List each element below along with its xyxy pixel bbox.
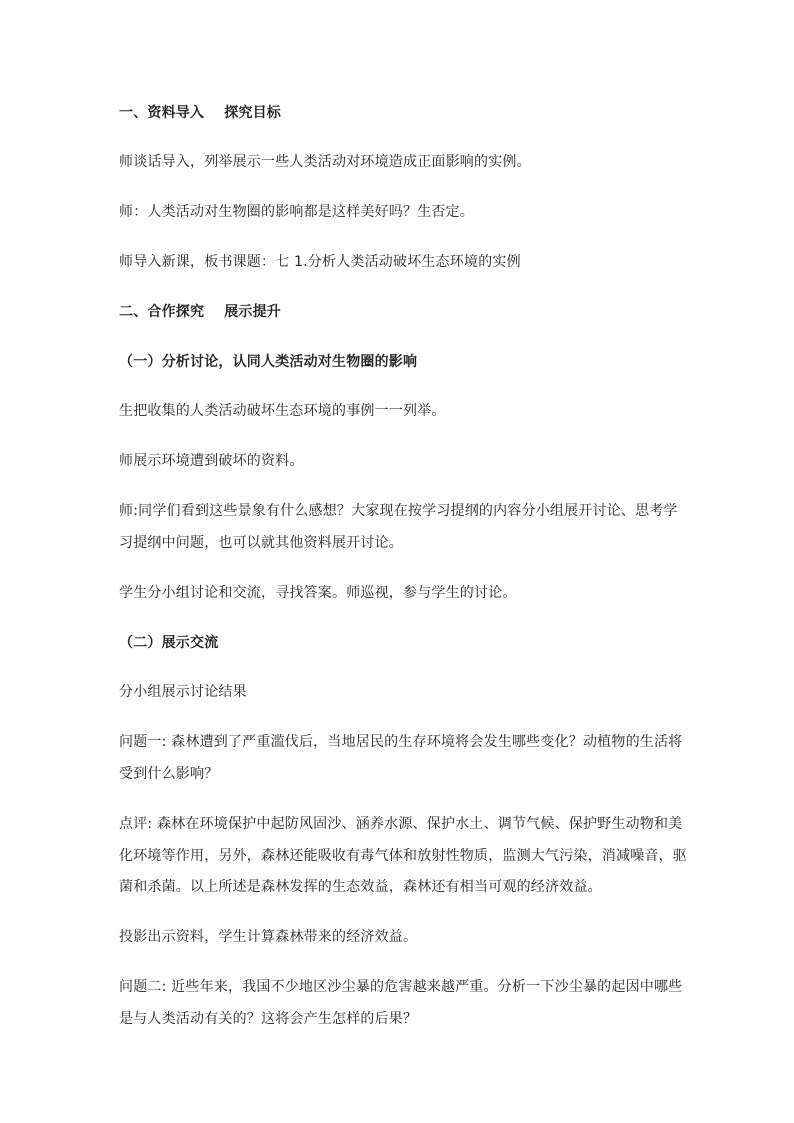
- section1-heading: [119, 106, 281, 120]
- section1-heading-part2: 探究目标: [224, 105, 282, 121]
- section2-heading-part1: 二、合作探究: [119, 304, 205, 320]
- subsection1-paragraph-4: 学生分小组讨论和交流，寻找答案。师巡视，参与学生的讨论。: [119, 585, 517, 601]
- subsection1-paragraph-1: 生把收集的人类活动破坏生态环境的事例一一列举。: [119, 403, 446, 419]
- section1-paragraph-1: 师谈话导入，列举展示一些人类活动对环境造成正面影响的实例。: [119, 154, 531, 170]
- question-2-line-1: 问题二: 近些年来，我国不少地区沙尘暴的危害越来越严重。分析一下沙尘暴的起因中哪些: [119, 979, 683, 995]
- comment-1-line-2: 化环境等作用，另外，森林还能吸收有毒气体和放射性物质，监测大气污染，消减噪音，驱: [119, 848, 687, 864]
- question-1-line-2: 受到什么影响？: [119, 766, 219, 782]
- subsection2-heading: （二）展示交流: [119, 635, 219, 651]
- subsection2-paragraph-1: 分小组展示讨论结果: [119, 684, 247, 700]
- comment-1-line-1: 点评: 森林在环境保护中起防风固沙、涵养水源、保护水土、调节气候、保护野生动物和美: [119, 816, 683, 832]
- section1-heading-part1: 一、资料导入: [119, 105, 205, 121]
- subsection1-paragraph-2: 师展示环境遭到破坏的资料。: [119, 453, 304, 469]
- comment-1-line-3: 菌和杀菌。以上所述是森林发挥的生态效益，森林还有相当可观的经济效益。: [119, 879, 602, 895]
- subsection1-paragraph-3-line-1: 师:同学们看到这些景象有什么感想？大家现在按学习提纲的内容分小组展开讨论、思考学: [119, 503, 678, 519]
- section1-paragraph-2: 师：人类活动对生物圈的影响都是这样美好吗？生否定。: [119, 204, 474, 220]
- section1-paragraph-3: 师导入新课，板书课题：七 1.分析人类活动破坏生态环境的实例: [119, 254, 521, 270]
- section2-heading: [119, 305, 281, 319]
- section2-heading-part2: 展示提升: [224, 304, 282, 320]
- subsection1-paragraph-3-line-2: 习提纲中问题，也可以就其他资料展开讨论。: [119, 535, 403, 551]
- question-2-line-2: 是与人类活动有关的？这将会产生怎样的后果？: [119, 1011, 418, 1027]
- question-1-line-1: 问题一: 森林遭到了严重滥伐后，当地居民的生存环境将会发生哪些变化？动植物的生活将: [119, 734, 683, 750]
- subsection2-paragraph-2: 投影出示资料，学生计算森林带来的经济效益。: [119, 929, 418, 945]
- subsection1-heading: （一）分析讨论，认同人类活动对生物圈的影响: [119, 354, 418, 370]
